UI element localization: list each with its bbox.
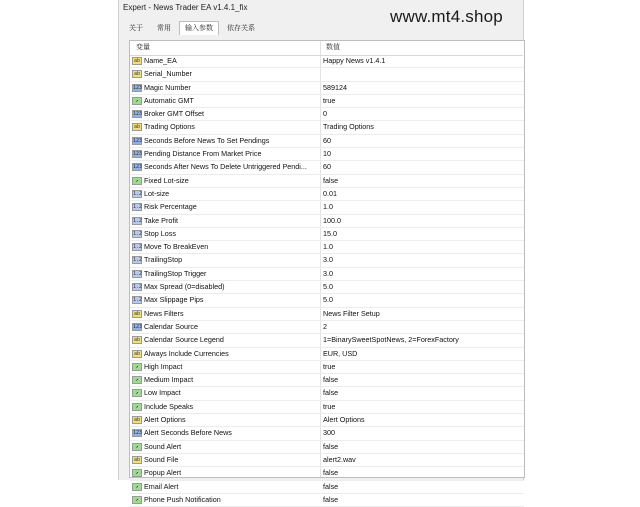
- parameter-value[interactable]: false: [323, 494, 339, 504]
- table-row[interactable]: [130, 95, 524, 108]
- watermark: www.mt4.shop: [390, 7, 503, 26]
- parameter-value[interactable]: 300: [323, 428, 335, 438]
- parameter-value[interactable]: 3.0: [323, 255, 333, 265]
- parameter-name: Email Alert: [144, 481, 179, 491]
- parameter-name: High Impact: [144, 361, 183, 371]
- parameter-value[interactable]: true: [323, 401, 336, 411]
- table-row[interactable]: [130, 82, 524, 95]
- bool-type-icon: ↗: [132, 389, 142, 397]
- parameter-name: Sound Alert: [144, 441, 182, 451]
- parameter-value[interactable]: 3.0: [323, 268, 333, 278]
- parameter-name: Phone Push Notification: [144, 494, 221, 504]
- num-type-icon: 123: [133, 430, 143, 437]
- parameter-value[interactable]: 10: [323, 149, 331, 159]
- parameter-value[interactable]: true: [323, 361, 336, 371]
- table-row[interactable]: [130, 467, 524, 480]
- str-type-icon: ab: [133, 71, 141, 78]
- parameter-value[interactable]: Alert Options: [323, 415, 365, 425]
- table-row[interactable]: [130, 228, 524, 241]
- table-row[interactable]: [130, 254, 524, 267]
- table-row[interactable]: [130, 215, 524, 228]
- dbl-type-icon: 1.2: [133, 257, 143, 264]
- header-value[interactable]: 数值: [326, 44, 340, 51]
- bool-type-icon: ↗: [132, 403, 142, 411]
- parameter-name: TrailingStop Trigger: [144, 268, 207, 278]
- parameter-name: Stop Loss: [144, 228, 176, 238]
- parameter-name: Trading Options: [144, 122, 195, 132]
- parameter-name: Name_EA: [144, 56, 177, 65]
- parameter-name: Fixed Lot-size: [144, 175, 189, 185]
- parameter-name: Include Speaks: [144, 401, 194, 411]
- table-row[interactable]: [130, 427, 524, 440]
- table-row[interactable]: [130, 148, 524, 161]
- tab-2[interactable]: 输入参数: [179, 21, 219, 35]
- tab-1[interactable]: 常用: [157, 25, 171, 32]
- num-type-icon: 123: [133, 111, 143, 118]
- table-row[interactable]: [130, 201, 524, 214]
- parameter-name: Seconds Before News To Set Pendings: [144, 135, 270, 145]
- table-row[interactable]: [130, 121, 524, 134]
- parameter-value[interactable]: true: [323, 95, 336, 105]
- parameter-name: Serial_Number: [144, 69, 192, 79]
- parameter-name: Risk Percentage: [144, 202, 197, 212]
- bool-type-icon: ↗: [132, 496, 142, 504]
- bool-type-icon: ↗: [132, 363, 142, 371]
- tab-bar: [123, 21, 263, 35]
- table-row[interactable]: [130, 321, 524, 334]
- parameter-name: Sound File: [144, 454, 179, 464]
- parameter-name: Low Impact: [144, 388, 181, 398]
- parameter-value[interactable]: false: [323, 481, 339, 491]
- bool-type-icon: ↗: [132, 443, 142, 451]
- parameter-value[interactable]: 0.01: [323, 188, 337, 198]
- parameter-value[interactable]: Happy News v1.4.1: [323, 56, 386, 65]
- parameter-name: Max Spread (0=disabled): [144, 282, 225, 292]
- parameter-value[interactable]: 0: [323, 109, 327, 119]
- parameter-value[interactable]: false: [323, 375, 339, 385]
- parameter-name: Take Profit: [144, 215, 178, 225]
- parameter-value[interactable]: 2: [323, 321, 327, 331]
- expert-properties-window: [118, 0, 524, 504]
- parameter-value[interactable]: Trading Options: [323, 122, 374, 132]
- table-row[interactable]: [130, 55, 524, 68]
- dbl-type-icon: 1.2: [133, 204, 143, 211]
- parameter-value[interactable]: false: [323, 441, 339, 451]
- num-type-icon: 123: [133, 84, 143, 91]
- table-row[interactable]: [130, 481, 524, 494]
- dbl-type-icon: 1.2: [133, 244, 143, 251]
- bool-type-icon: ↗: [132, 177, 142, 185]
- bool-type-icon: ↗: [132, 376, 142, 384]
- num-type-icon: 123: [133, 323, 143, 330]
- parameter-name: Medium Impact: [144, 375, 194, 385]
- table-row[interactable]: [130, 361, 524, 374]
- parameter-name: Lot-size: [144, 188, 170, 198]
- dbl-type-icon: 1.2: [133, 190, 143, 197]
- num-type-icon: 123: [133, 164, 143, 171]
- parameter-value[interactable]: News Filter Setup: [323, 308, 380, 318]
- table-row[interactable]: [130, 188, 524, 201]
- parameter-name: Always Include Currencies: [144, 348, 229, 358]
- dbl-type-icon: 1.2: [133, 284, 143, 291]
- num-type-icon: 123: [133, 137, 143, 144]
- header-variable[interactable]: 变量: [136, 44, 150, 51]
- table-row[interactable]: [130, 294, 524, 307]
- dbl-type-icon: 1.2: [133, 230, 143, 237]
- enum-type-icon: ab: [133, 417, 141, 424]
- parameter-name: Broker GMT Offset: [144, 109, 205, 119]
- parameter-name: Alert Seconds Before News: [144, 428, 232, 438]
- window-title: Expert - News Trader EA v1.4.1_fix: [123, 3, 248, 12]
- parameter-value[interactable]: EUR, USD: [323, 348, 358, 358]
- dbl-type-icon: 1.2: [133, 217, 143, 224]
- parameter-value[interactable]: 1.0: [323, 202, 333, 212]
- num-type-icon: 123: [133, 151, 143, 158]
- tab-0[interactable]: 关于: [129, 25, 143, 32]
- parameter-value[interactable]: 15.0: [323, 228, 337, 238]
- table-row[interactable]: [130, 308, 524, 321]
- table-row[interactable]: [130, 374, 524, 387]
- enum-type-icon: ab: [133, 310, 141, 317]
- parameter-name: Pending Distance From Market Price: [144, 149, 262, 159]
- table-row[interactable]: [130, 108, 524, 121]
- table-row[interactable]: [130, 441, 524, 454]
- str-type-icon: ab: [133, 337, 141, 344]
- parameter-value[interactable]: 1=BinarySweetSpotNews, 2=ForexFactory: [323, 335, 459, 345]
- table-row[interactable]: [130, 268, 524, 281]
- bool-type-icon: ↗: [132, 469, 142, 477]
- table-row[interactable]: [130, 175, 524, 188]
- inputs-table: [129, 40, 525, 504]
- table-row[interactable]: [130, 241, 524, 254]
- table-row[interactable]: [130, 387, 524, 400]
- dbl-type-icon: 1.2: [133, 297, 143, 304]
- parameter-name: TrailingStop: [144, 255, 183, 265]
- parameter-value[interactable]: alert2.wav: [323, 454, 356, 464]
- table-row[interactable]: [130, 348, 524, 361]
- table-row[interactable]: [130, 414, 524, 427]
- parameter-name: Calendar Source: [144, 321, 198, 331]
- table-row[interactable]: [130, 68, 524, 81]
- parameter-value[interactable]: false: [323, 175, 339, 185]
- str-type-icon: ab: [133, 456, 141, 463]
- parameter-value[interactable]: 1.0: [323, 242, 333, 252]
- parameter-name: Seconds After News To Delete Untriggered Pendi...: [144, 162, 307, 172]
- parameter-value[interactable]: 100.0: [323, 215, 341, 225]
- table-row[interactable]: [130, 135, 524, 148]
- parameter-value[interactable]: false: [323, 388, 339, 398]
- parameter-value[interactable]: 60: [323, 135, 331, 145]
- parameter-name: Move To BreakEven: [144, 242, 209, 252]
- table-row[interactable]: [130, 401, 524, 414]
- bool-type-icon: ↗: [132, 97, 142, 105]
- table-header: [130, 41, 523, 56]
- dbl-type-icon: 1.2: [133, 270, 143, 277]
- table-row[interactable]: [130, 494, 524, 507]
- table-row[interactable]: [130, 454, 524, 467]
- table-row[interactable]: [130, 161, 524, 174]
- parameter-name: Max Slippage Pips: [144, 295, 204, 305]
- parameter-name: News Filters: [144, 308, 184, 318]
- parameter-list: [130, 55, 524, 507]
- parameter-name: Magic Number: [144, 82, 191, 92]
- parameter-name: Calendar Source Legend: [144, 335, 224, 345]
- str-type-icon: ab: [133, 58, 141, 64]
- parameter-name: Alert Options: [144, 415, 186, 425]
- parameter-value[interactable]: 5.0: [323, 295, 333, 305]
- parameter-name: Popup Alert: [144, 468, 182, 478]
- parameter-value[interactable]: false: [323, 468, 339, 478]
- table-row[interactable]: [130, 281, 524, 294]
- enum-type-icon: ab: [133, 124, 141, 131]
- parameter-value[interactable]: 589124: [323, 82, 347, 92]
- str-type-icon: ab: [133, 350, 141, 357]
- parameter-name: Automatic GMT: [144, 95, 194, 105]
- tab-3[interactable]: 依存关系: [227, 25, 255, 32]
- parameter-value[interactable]: 60: [323, 162, 331, 172]
- parameter-value[interactable]: 5.0: [323, 282, 333, 292]
- table-row[interactable]: [130, 334, 524, 347]
- bool-type-icon: ↗: [132, 483, 142, 491]
